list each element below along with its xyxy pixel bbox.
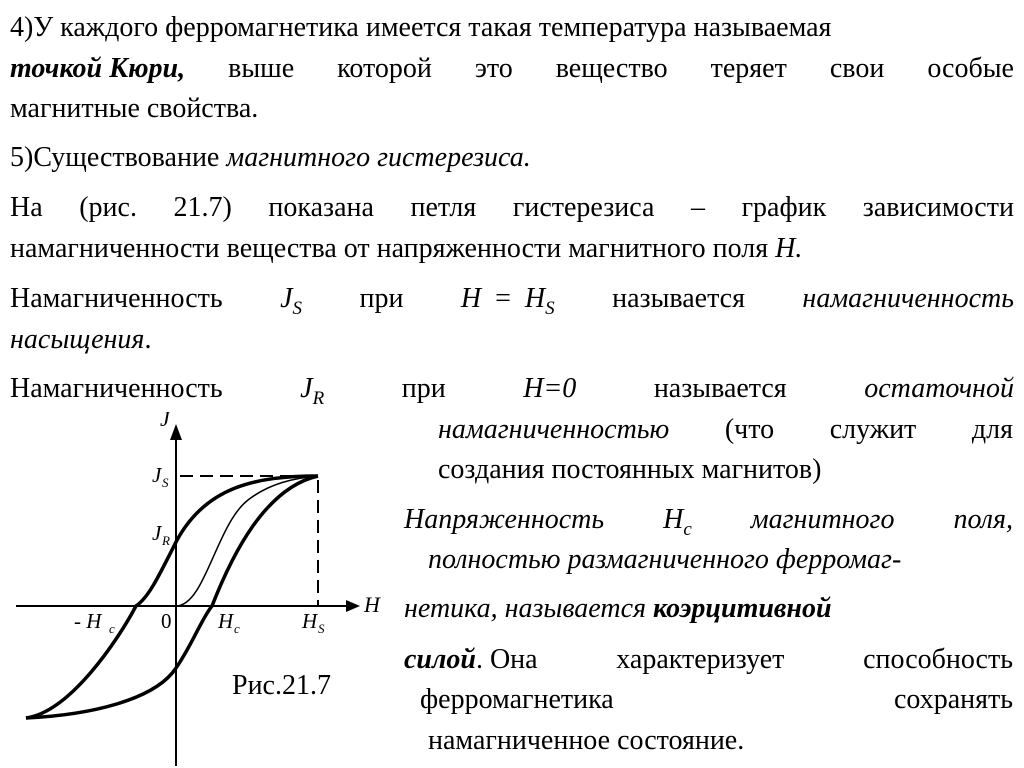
loop-desc-line2 <box>10 232 802 266</box>
remanence-word: служит <box>829 414 917 445</box>
coercive-word: поля, <box>953 504 1013 535</box>
coercive-term: Напряженность <box>404 504 605 535</box>
coercive-word: магнитного <box>750 504 895 535</box>
coercive-word: ферромагнетика <box>420 684 614 715</box>
saturation-at: при <box>359 283 404 314</box>
label-hc: H <box>218 609 234 633</box>
label-hs: H <box>302 609 318 633</box>
saturation-term2: насыщения <box>10 324 145 355</box>
para4-word: особые <box>927 53 1014 84</box>
loop-word: На <box>10 192 43 223</box>
para4-word: выше <box>228 53 295 84</box>
para5-line <box>10 141 531 175</box>
loop-word: 21.7) <box>173 192 232 223</box>
saturation-called: называется <box>612 283 745 314</box>
label-minus-hc: - H <box>74 609 102 633</box>
label-origin: 0 <box>161 609 172 633</box>
loop-desc-line1 <box>10 191 1014 225</box>
remanence-line2 <box>438 413 1013 447</box>
saturation-line2 <box>10 323 151 357</box>
loop-word: (рис. <box>79 192 137 223</box>
para4-word: вещество <box>555 53 668 84</box>
remanence-term1: остаточной <box>864 373 1014 404</box>
loop-word: график <box>741 192 827 223</box>
curie-point-term: точкой Кюри, <box>10 53 186 84</box>
para4-line2 <box>10 52 1014 86</box>
saturation-word: Намагниченность <box>10 283 223 314</box>
axis-label-h: H <box>364 592 380 617</box>
h-axis-arrow-icon <box>346 600 360 612</box>
field-variable: H. <box>775 233 803 264</box>
para4-word: которой <box>337 53 432 84</box>
figure-caption: Рис.21.7 <box>232 670 331 701</box>
remanence-condition: H=0 <box>523 373 577 404</box>
coercive-word: сохранять <box>893 684 1013 715</box>
hysteresis-term: магнитного гистерезиса. <box>226 142 531 173</box>
label-jr: J <box>152 521 162 545</box>
saturation-symbol-js: $J_S$ <box>280 283 303 319</box>
coercive-force-term: силой. Она <box>404 644 538 675</box>
initial-magnetization-curve <box>176 476 318 606</box>
coercive-line3 <box>404 592 832 626</box>
loop-word: – <box>691 192 705 223</box>
saturation-line1 <box>10 282 1014 319</box>
label-minus-hc-sub: c <box>109 621 115 636</box>
remanence-at: при <box>401 373 446 404</box>
label-jr-sub: R <box>162 533 170 548</box>
coercive-line6: намагниченное состояние. <box>428 725 745 756</box>
remanence-called: называется <box>653 373 787 404</box>
coercive-word: характеризует <box>616 644 785 675</box>
loop-word: гистерезиса <box>512 192 655 223</box>
loop-word: петля <box>410 192 477 223</box>
loop-word: показана <box>268 192 374 223</box>
axis-label-j: J <box>160 412 170 431</box>
coercive-line5 <box>420 683 1013 717</box>
loop-desc-text: намагниченности вещества от напряженности магнитного поля <box>10 233 769 264</box>
coercive-word: способность <box>863 644 1013 675</box>
para4-line3: магнитные свойства. <box>10 93 259 124</box>
label-hs-sub: S <box>318 621 325 636</box>
remanence-word: Намагниченность <box>10 373 223 404</box>
saturation-dot: . <box>144 324 152 355</box>
remanence-term2: намагниченностью <box>438 414 670 445</box>
para4-word: свои <box>829 53 885 84</box>
coercive-term-bold: коэрцитивной <box>653 593 832 624</box>
coercive-line3-text: нетика, называется <box>404 593 647 624</box>
coercive-line1 <box>404 503 1013 540</box>
label-js: J <box>152 463 162 487</box>
coercive-symbol-hc: $H_c$ <box>663 504 692 540</box>
loop-word: зависимости <box>862 192 1014 223</box>
coercive-line4 <box>404 643 1013 677</box>
saturation-equation: $H = H_S$ <box>460 283 555 319</box>
para4-line1: 4)У каждого ферромагнетика имеется такая температура называемая <box>10 12 832 43</box>
j-axis-arrow-icon <box>170 424 182 440</box>
remanence-word: для <box>971 414 1013 445</box>
coercive-line2: полностью размагниченного ферромаг- <box>428 544 902 575</box>
saturation-term1: намагниченность <box>802 283 1014 314</box>
label-js-sub: S <box>162 475 169 490</box>
remanence-line1 <box>10 372 1014 409</box>
remanence-symbol-jr: $J_R$ <box>300 373 325 409</box>
label-hc-sub: c <box>234 621 240 636</box>
remanence-word: (что <box>724 414 775 445</box>
remanence-line3: создания постоянных магнитов) <box>438 454 822 485</box>
para4-word: теряет <box>710 53 787 84</box>
para4-word: это <box>474 53 513 84</box>
para5-prefix: 5)Существование <box>10 142 220 173</box>
hysteresis-loop-figure <box>0 412 400 768</box>
